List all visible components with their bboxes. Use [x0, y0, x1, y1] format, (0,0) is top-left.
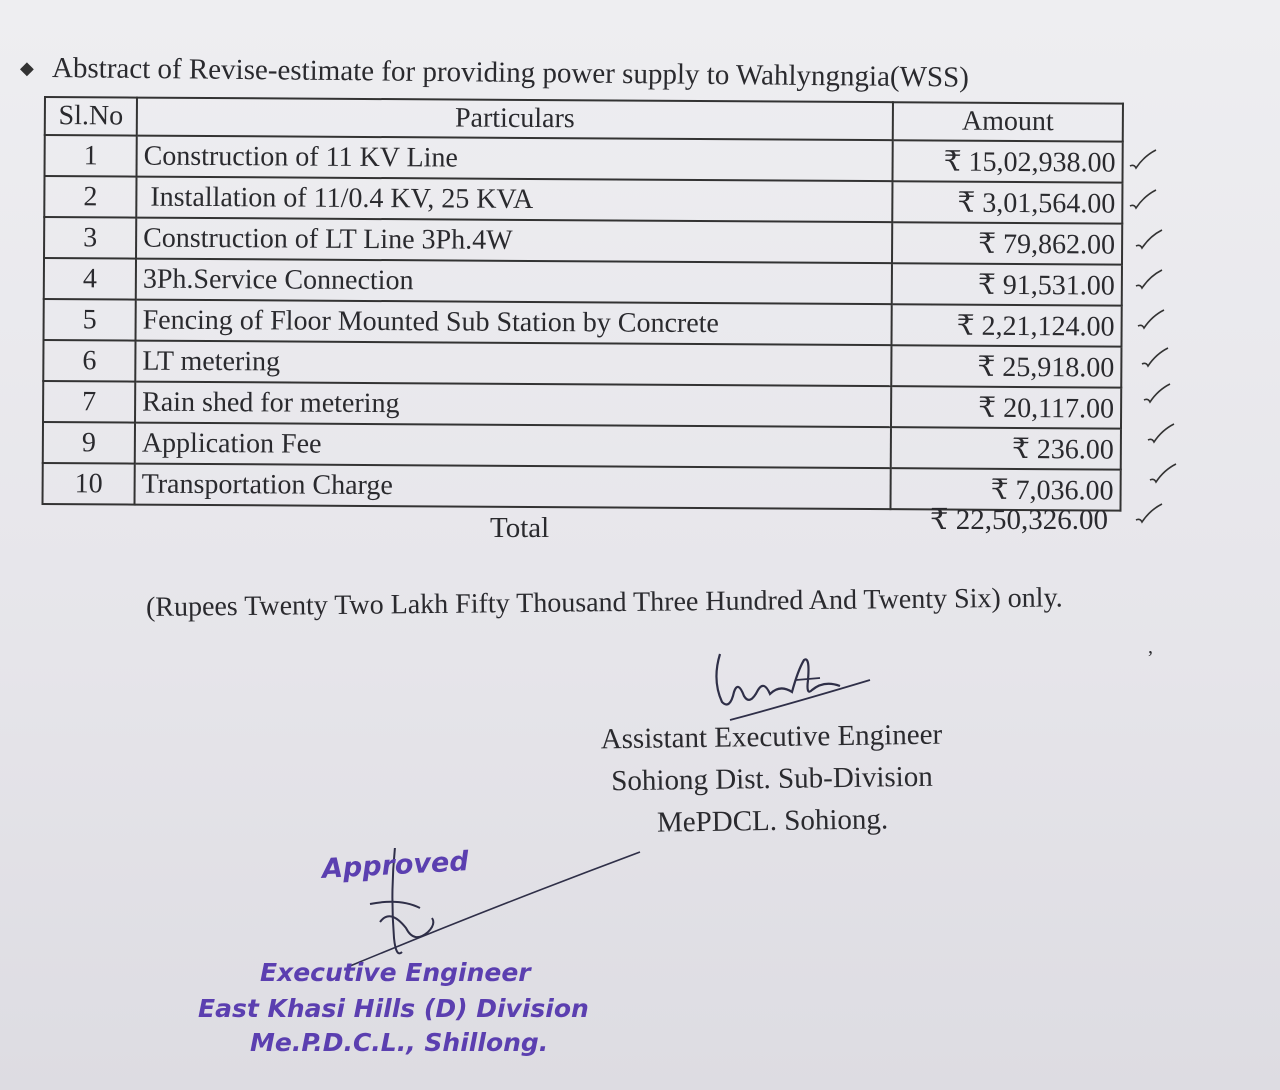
check-mark-icon	[1136, 308, 1166, 330]
check-mark-icon	[1142, 382, 1172, 404]
stamp-organization: Me.P.D.C.L., Shillong.	[250, 1028, 549, 1057]
check-mark-icon	[1146, 422, 1176, 444]
cell-amount: ₹ 20,117.00	[891, 386, 1121, 428]
cell-sl-no: 1	[45, 135, 137, 177]
table-row	[44, 299, 1122, 347]
signatory-office: Sohiong Dist. Sub-Division	[611, 760, 933, 798]
table-header-row	[45, 97, 1123, 142]
cell-amount: ₹ 2,21,124.00	[891, 304, 1121, 346]
total-value: ₹ 22,50,326.00	[930, 504, 1108, 536]
cell-particular: Application Fee	[135, 423, 891, 469]
stamp-approved-label: Approved	[321, 846, 470, 885]
signatory-block	[571, 713, 973, 845]
table-row	[44, 258, 1122, 306]
header-sl-no: Sl.No	[45, 97, 137, 136]
cell-sl-no: 2	[44, 176, 136, 218]
check-mark-icon	[1134, 502, 1164, 524]
cell-sl-no: 7	[43, 381, 135, 423]
table-row	[45, 135, 1123, 183]
cell-particular: Construction of LT Line 3Ph.4W	[136, 218, 892, 264]
signatory-designation: Assistant Executive Engineer	[600, 718, 943, 756]
cell-particular: LT metering	[135, 341, 891, 387]
cell-sl-no: 9	[43, 422, 135, 464]
stamp-division: East Khasi Hills (D) Division	[198, 994, 589, 1023]
cell-amount: ₹ 3,01,564.00	[892, 181, 1122, 223]
cell-sl-no: 10	[43, 463, 135, 505]
check-mark-icon	[1128, 148, 1158, 170]
cell-particular: 3Ph.Service Connection	[136, 259, 892, 305]
header-particulars: Particulars	[137, 98, 893, 141]
table-row	[43, 422, 1121, 470]
estimate-table	[42, 96, 1124, 512]
cell-amount: ₹ 236.00	[891, 427, 1121, 469]
check-mark-icon	[1128, 188, 1158, 210]
cell-amount: ₹ 25,918.00	[891, 345, 1121, 387]
stray-mark: ,	[1148, 636, 1153, 658]
cell-particular: Fencing of Floor Mounted Sub Station by Concrete	[136, 300, 892, 346]
cell-sl-no: 3	[44, 217, 136, 259]
cell-amount: ₹ 7,036.00	[890, 468, 1120, 510]
check-mark-icon	[1134, 228, 1164, 250]
table-row	[44, 217, 1122, 265]
check-mark-icon	[1140, 346, 1170, 368]
table-row	[43, 340, 1121, 388]
table-row	[44, 176, 1122, 224]
signatory-organization: MePDCL. Sohiong.	[656, 803, 889, 839]
check-mark-icon	[1148, 462, 1178, 484]
approval-stamp	[190, 848, 630, 1068]
cell-particular: Installation of 11/0.4 KV, 25 KVA	[136, 177, 892, 223]
check-mark-icon	[1134, 268, 1164, 290]
cell-amount: ₹ 79,862.00	[892, 222, 1122, 264]
cell-sl-no: 6	[43, 340, 135, 382]
document-title: Abstract of Revise-estimate for providing power supply to Wahlyngngia(WSS)	[51, 52, 970, 94]
stamp-designation: Executive Engineer	[260, 958, 531, 987]
table-row	[43, 381, 1121, 429]
cell-particular: Rain shed for metering	[135, 382, 891, 428]
cell-amount: ₹ 91,531.00	[892, 263, 1122, 305]
cell-sl-no: 5	[44, 299, 136, 341]
cell-amount: ₹ 15,02,938.00	[892, 140, 1122, 182]
cell-sl-no: 4	[44, 258, 136, 300]
total-label: Total	[490, 512, 550, 544]
cell-particular: Construction of 11 KV Line	[137, 136, 893, 182]
bullet-mark: ◆	[20, 58, 34, 78]
amount-in-words: (Rupees Twenty Two Lakh Fifty Thousand Three Hundred And Twenty Six) only.	[145, 582, 1063, 623]
cell-particular: Transportation Charge	[135, 464, 891, 510]
header-amount: Amount	[893, 102, 1123, 141]
